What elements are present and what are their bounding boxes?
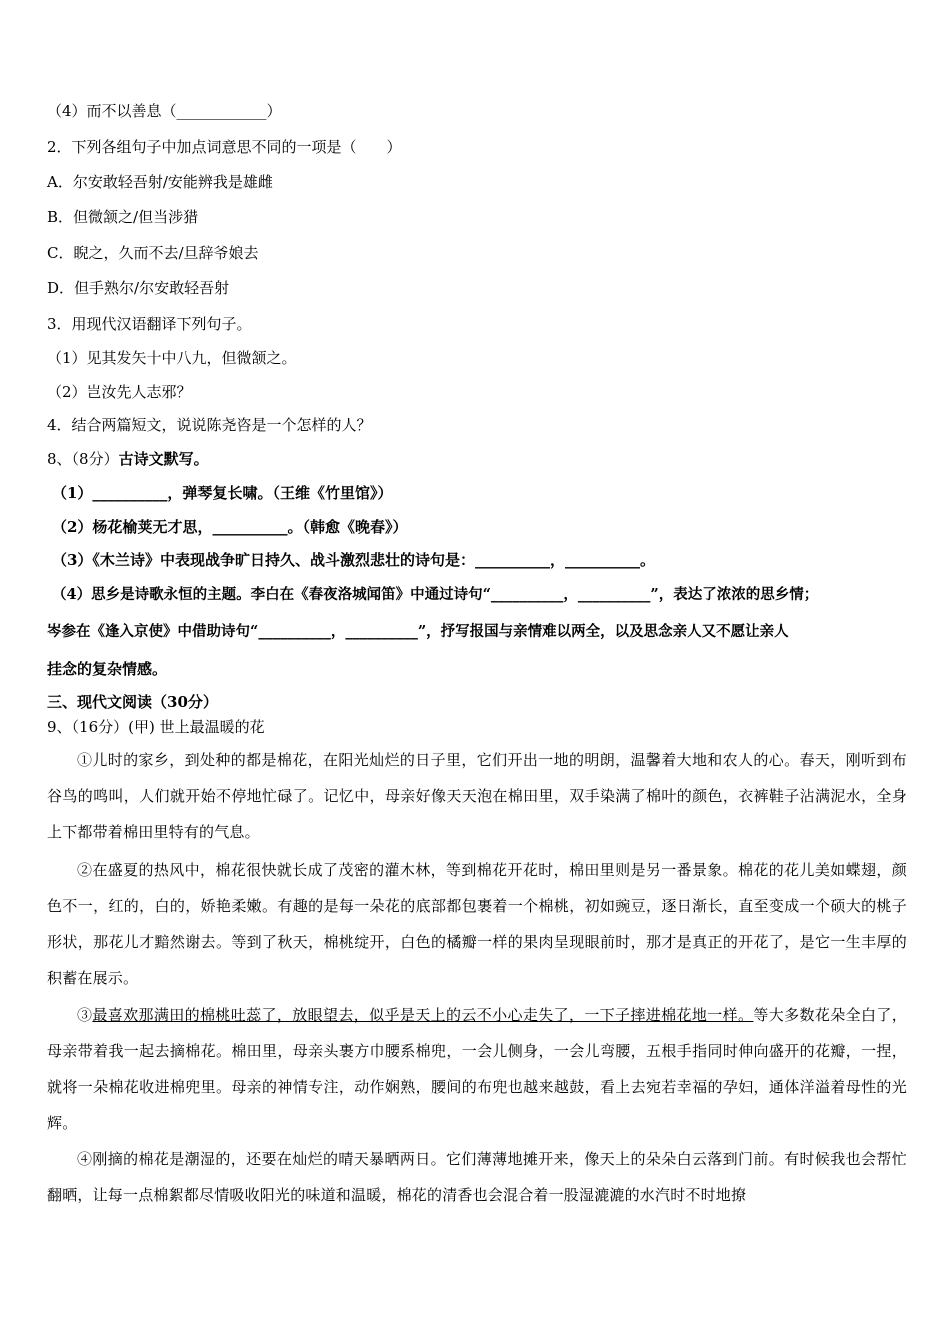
option-a: A．尔安敢轻吾射/安能辨我是雄雌 [47, 173, 273, 191]
paragraph-3 [47, 997, 907, 1141]
question-8-title: 古诗文默写。 [118, 450, 209, 468]
paragraph-3-rest: 等大多数花朵全白了，母亲带着我一起去摘棉花。棉田里，母亲头裹方巾腰系棉兜，一会儿侧身，一会儿弯腰，五根手指同时伸向盛开的花瓣，一捏，就将一朵棉花收进棉兜里。母亲的神情专注，动作娴熟，腰间的布兜也越来越鼓，看上去宛若幸福的孕妇，通体洋溢着母性的光辉。 [47, 1006, 907, 1132]
question-2: 2．下列各组句子中加点词意思不同的一项是（ ） [47, 138, 402, 156]
paragraph-3-number: ③ [77, 1006, 93, 1024]
question-8-score: 8、（8分） [47, 450, 119, 468]
question-3: 3．用现代汉语翻译下列句子。 [47, 315, 252, 333]
question-8-4-cont: 岑参在《逢入京使》中借助诗句“__________，__________”，抒写报国与亲情难以两全，以及思念亲人又不愿让亲人 [47, 623, 789, 640]
paragraph-2: ②在盛夏的热风中，棉花很快就长成了茂密的灌木林，等到棉花开花时，棉田里则是另一番景象。棉花的花儿美如蝶翅，颜色不一，红的，白的，娇艳柔嫩。有趣的是每一朵花的底部都包裹着一个棉桃，初如豌豆，逐日渐长，直至变成一个硕大的桃子形状，那花儿才黯然谢去。等到了秋天，棉桃绽开，白色的橘瓣一样的果肉呈现眼前时，那才是真正的开花了，是它一生丰厚的积蓄在展示。 [47, 861, 907, 987]
question-4: 4．结合两篇短文，说说陈尧咨是一个怎样的人？ [47, 416, 372, 434]
paragraph-1: ①儿时的家乡，到处种的都是棉花，在阳光灿烂的日子里，它们开出一地的明朗，温馨着大地和农人的心。春天，刚听到布谷鸟的鸣叫，人们就开始不停地忙碌了。记忆中，母亲好像天天泡在棉田里，双手染满了棉叶的颜色，衣裤鞋子沾满泥水，全身上下都带着棉田里特有的气息。 [47, 751, 907, 841]
question-3-2: （2）岂汝先人志邪？ [47, 383, 192, 401]
question-9-title: 9、（16分）(甲) 世上最温暖的花 [47, 718, 265, 736]
option-c: C．睨之，久而不去/旦辞爷娘去 [47, 244, 259, 262]
paragraph-4: ④刚摘的棉花是潮湿的，还要在灿烂的晴天暴晒两日。它们薄薄地摊开来，像天上的朵朵白云落到门前。有时候我也会帮忙翻晒，让每一点棉絮都尽情吸收阳光的味道和温暖，棉花的清香也会混合着一股湿漉漉的水汽时不时地撩 [47, 1150, 907, 1204]
question-8-4: （4）思乡是诗歌永恒的主题。李白在《春夜洛城闻笛》中通过诗句“__________，__________”，表达了浓浓的思乡情； [52, 586, 819, 603]
question-8-4-end: 挂念的复杂情感。 [47, 660, 168, 678]
question-8-2: （2）杨花榆荚无才思，__________。（韩愈《晚春》） [52, 518, 408, 536]
option-d: D．但手熟尔/尔安敢轻吾射 [47, 279, 230, 297]
option-b: B．但微颔之/但当涉猎 [47, 208, 199, 226]
section-3-title: 三、现代文阅读（30分） [47, 693, 218, 711]
question-8-heading [47, 449, 209, 469]
question-3-1: （1）见其发矢十中八九，但微颔之。 [47, 349, 297, 367]
question-8-3: （3）《木兰诗》中表现战争旷日持久、战斗激烈悲壮的诗句是：__________，__________。 [52, 551, 655, 569]
question-8-1: （1）__________，弹琴复长啸。（王维《竹里馆》） [52, 484, 393, 502]
question-1-4: （4）而不以善息（____________） [47, 102, 282, 120]
paragraph-3-underlined: 最喜欢那满田的棉桃吐蕊了，放眼望去，似乎是天上的云不小心走失了，一下子摔进棉花地一样。 [92, 1006, 754, 1024]
